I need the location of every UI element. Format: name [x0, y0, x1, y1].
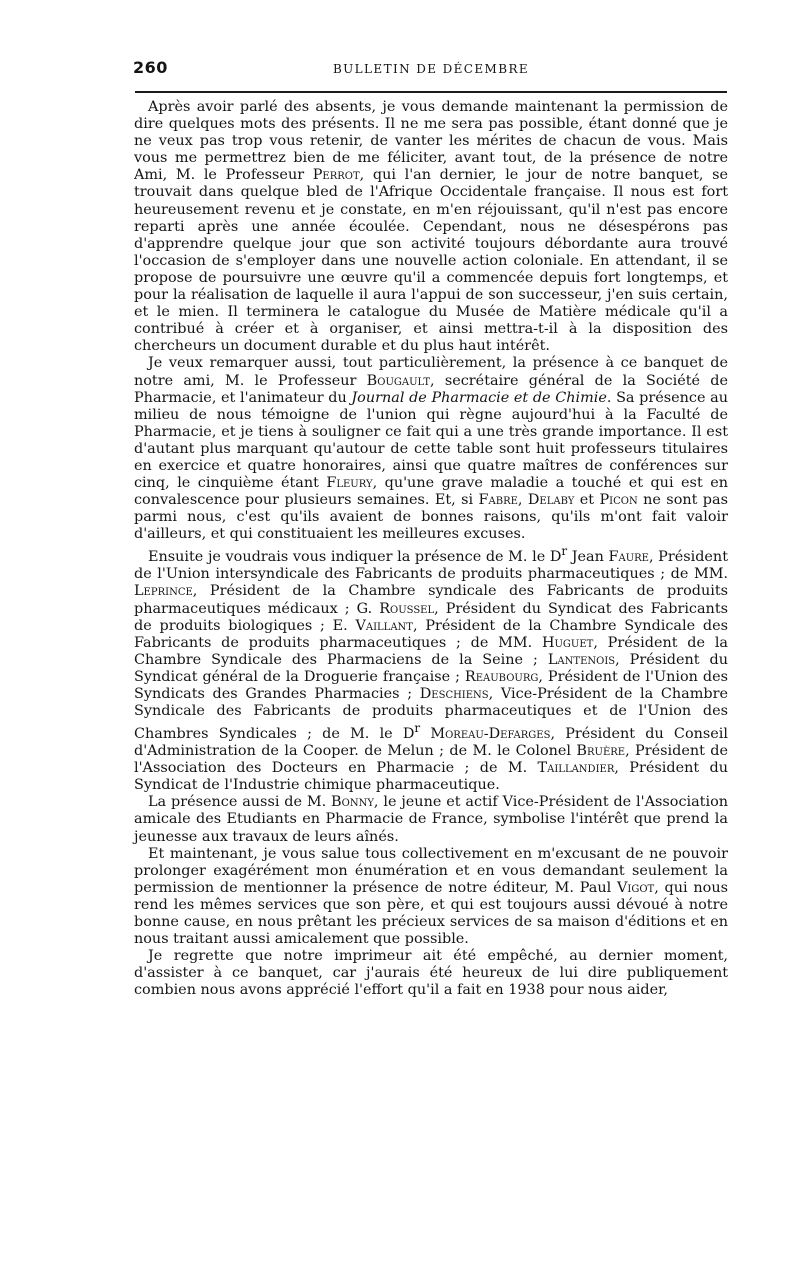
journal-title: Journal de Pharmacie et de Chimie	[351, 389, 607, 406]
text-run: , Président de l'Union des Syndicats des Grandes Pharmacies ;	[134, 668, 728, 702]
paragraph	[134, 846, 728, 949]
person-name: Bougault	[366, 372, 431, 389]
person-name: Roussel	[379, 600, 435, 617]
person-name: Picon	[599, 492, 638, 509]
text-run: , qu'une grave maladie a touché et qui est en convalescence pour plusieurs semaines. Et, si	[134, 475, 728, 509]
text-run: r	[414, 721, 421, 736]
paragraph	[134, 948, 728, 999]
text-run: , Président du Syndicat de l'Industrie chimique pharmaceutique.	[134, 760, 728, 794]
text-run: ,	[517, 492, 528, 509]
page-header	[133, 58, 729, 84]
text-run: , qui l'an dernier, le jour de notre banquet, se trouvait dans quelque bled de l'Afrique Occidentale française. Il nous est fort heureusement revenu et je constate, en m'en réjouissant, qu'il n'est pas encore reparti après une année écoulée. Cependant, nous ne désespérons pas d'apprendre quelque jour que son activité toujours débordante aura trouvé l'occasion de s'employer dans une nouvelle action coloniale. En attendant, il se propose de poursuivre une œuvre qu'il a commencée depuis fort longtemps, et pour la réalisation de laquelle il aura l'appui de son successeur, j'en suis certain, et le mien. Il terminera le catalogue du Musée de Matière médicale qu'il a contribué à créer et à organiser, et ainsi mettra-t-il à la disposition des chercheurs un document durable et du plus haut intérêt.	[134, 167, 728, 355]
text-run: Je regrette que notre imprimeur ait été empêché, au dernier moment, d'assister à ce banquet, car j'aurais été heureux de lui dire publiquement combien nous avons apprécié l'effort qu'il a fait en 1938 pour nous aider,	[134, 948, 728, 999]
paragraph	[134, 794, 728, 845]
person-name: Delaby	[527, 492, 575, 509]
person-name: Vaillant	[355, 617, 413, 634]
person-name: Taillandier	[537, 760, 615, 777]
text-run: , Vice-Président de la Chambre Syndicale des Fabricants de produits pharmaceutiques et de l'Union des Chambres Syndicales ; de M. le D	[134, 685, 728, 742]
text-run: , Président du Syndicat des Fabricants de produits biologiques ; E.	[134, 600, 728, 634]
person-name: Lantenois	[547, 651, 616, 668]
text-run: , le jeune et actif Vice-Président de l'Association amicale des Etudiants en Pharmacie de France, symbolise l'intérêt que prend la jeunesse aux travaux de leurs aînés.	[134, 794, 729, 845]
text-run: , Président du Conseil d'Administration de la Cooper. de Melun ; de M. le Colonel	[134, 725, 728, 760]
text-run: ne sont pas parmi nous, c'est qu'ils avaient de bonnes raisons, qu'ils m'ont fait valoir d'ailleurs, et qui constituaient les meilleures excuses.	[134, 492, 728, 543]
header-rule	[135, 91, 727, 93]
text-run: Je veux remarquer aussi, tout particulièrement, la présence à ce banquet de notre ami, M. le Professeur	[134, 355, 728, 389]
text-run: , Président de l'Union intersyndicale des Fabricants de produits pharmaceutiques ; de MM.	[134, 549, 728, 583]
text-run: r	[561, 544, 568, 559]
text-run: , Président du Syndicat général de la Droguerie française ;	[134, 651, 728, 685]
text-run: , qui nous rend les mêmes services que son père, et qui est toujours aussi dévoué à notre bonne cause, en nous prêtant les précieux services de sa maison d'éditions et en nous traitant aussi amicalement que possible.	[134, 879, 728, 948]
person-name: Huguet	[541, 634, 594, 651]
person-name: Fabre	[478, 492, 518, 509]
person-name: Reaubourg	[464, 668, 539, 685]
person-name: Bruère	[576, 743, 626, 760]
person-name: Bonny	[331, 794, 374, 811]
text-run: , secrétaire général de la Société de Pharmacie, et l'animateur du	[134, 372, 728, 406]
text-run: et	[574, 492, 600, 509]
person-name: Vigot	[617, 879, 655, 896]
text-run: Et maintenant, je vous salue tous collectivement en m'excusant de ne pouvoir prolonger exagérément mon énumération et en vous demandant seulement la permission de mentionner la présence de notre éditeur, M. Paul	[134, 845, 728, 896]
person-name: Leprince	[134, 583, 193, 600]
text-run: Jean	[567, 549, 609, 566]
paragraph	[134, 99, 728, 355]
text-run: . Sa présence au milieu de nous témoigne de l'union qui règne aujourd'hui à la Faculté de Pharmacie, et je tiens à souligner ce fait qui a une très grande importance. Il est d'autant plus marquant qu'autour de cette table sont huit professeurs titulaires en exercice et quatre honoraires, ainsi que quatre maîtres de conférences sur cinq, le cinquième étant	[134, 389, 728, 492]
text-run: , Président de l'Association des Docteurs en Pharmacie ; de M.	[134, 743, 728, 777]
paragraph	[134, 543, 728, 794]
person-name: Deschiens	[419, 685, 489, 702]
page-number: 260	[133, 58, 168, 77]
text-run: , Président de la Chambre syndicale des Fabricants de produits pharmaceutiques médicaux ; G.	[134, 583, 728, 617]
text-run	[420, 726, 430, 742]
running-title: BULLETIN DE DÉCEMBRE	[332, 62, 530, 76]
text-run: , Président de la Chambre Syndicale des Fabricants de produits pharmaceutiques ; de MM.	[134, 617, 728, 651]
paragraph	[134, 355, 728, 543]
text-run: , Président de la Chambre Syndicale des Pharmaciens de la Seine ;	[134, 634, 728, 668]
text-run: Ensuite je voudrais vous indiquer la présence de M. le D	[148, 549, 562, 566]
text-run: Après avoir parlé des absents, je vous demande maintenant la permission de dire quelques mots des présents. Il ne me sera pas possible, étant donné que je ne veux pas trop vous retenir, de vanter les mérites de chacun de vous. Mais vous me permettrez bien de me féliciter, avant tout, de la présence de notre Ami, M. le Professeur	[134, 99, 728, 184]
text-run: La présence aussi de M.	[148, 794, 332, 811]
person-name: Fleury	[326, 475, 373, 492]
person-name: Faure	[608, 549, 649, 566]
article-body	[134, 99, 728, 999]
person-name: Perrot	[312, 167, 360, 184]
person-name: Moreau-Defarges	[430, 725, 551, 742]
